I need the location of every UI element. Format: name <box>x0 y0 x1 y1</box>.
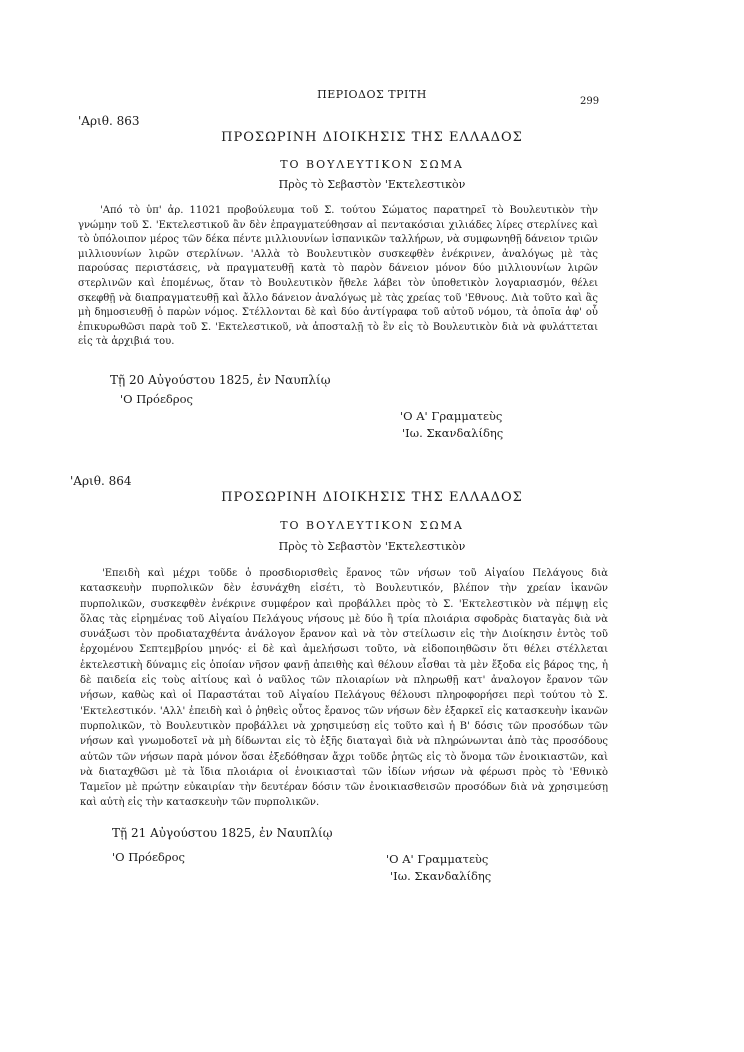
document-body <box>78 204 598 350</box>
page-number: 299 <box>580 96 600 107</box>
document-title: ΠΡΟΣΩΡΙΝΗ ΔΙΟΙΚΗΣΙΣ ΤΗΣ ΕΛΛΑΔΟΣ <box>221 490 523 505</box>
document-title: ΠΡΟΣΩΡΙΝΗ ΔΙΟΙΚΗΣΙΣ ΤΗΣ ΕΛΛΑΔΟΣ <box>221 130 523 145</box>
body-paragraph: 'Από τὸ ὑπ' ἀρ. 11021 προβούλευμα τοῦ Σ. τούτου Σώματος παρατηρεῖ τὸ Βουλευτικὸν τὴν γνώμην τοῦ Σ. 'Εκτελεστικοῦ ἂν δὲν ἐπραγματεύθησαν αἱ πεντακόσιαι χιλιάδες λίρες στερλίνες καὶ τὸ ὑπόλοιπον μέρος τῶν δέκα πέντε μιλλιουνίων ἰσπανικῶν ταλλήρων, νὰ συμφωνηθῇ δάνειον τριῶν μιλλιουνίων λιρῶν στερλίνων. 'Αλλὰ τὸ Βουλευτικὸν συσκεφθὲν ἐνέκρινεν, ἀναλόγως μὲ τὰς παρούσας περιστάσεις, νὰ πραγματευθῇ κατὰ τὸ παρὸν δάνειον μόνον δύο μιλλιουνίων λιρῶν στερλινῶν καὶ ἑπομένως, ὅταν τὸ Βουλευτικὸν ἤθελε λάβει τὸν ὑποθετικὸν λογαριασμόν, θέλει σκεφθῇ νὰ διαπραγματευθῇ καὶ ἄλλο δάνειον ἀναλόγως μὲ τὰς χρείας τοῦ 'Εθνους. Διὰ τοῦτο καὶ ἂς μὴ δημοσιευθῇ ὁ παρὼν νόμος. Στέλλονται δὲ καὶ δύο ἀντίγραφα τοῦ αὐτοῦ νόμου, τὰ ὁποῖα ἀφ' οὗ ἐπικυρωθῶσι παρὰ τοῦ Σ. 'Εκτελεστικοῦ, νὰ ἀποσταλῇ τὸ ἓν εἰς τὸ Βουλευτικὸν διὰ νὰ φυλάττεται εἰς τὰ ἀρχιβιά του. <box>78 205 598 348</box>
document-number: 'Αριθ. 864 <box>70 474 132 488</box>
dateline: Τῇ 20 Αὐγούστου 1825, ἐν Ναυπλίῳ <box>110 373 331 387</box>
president-signature: 'Ο Πρόεδρος <box>120 392 193 406</box>
running-title: ΠΕΡΙΟΔΟΣ ΤΡΙΤΗ <box>317 88 427 101</box>
document-subtitle: ΤΟ ΒΟΥΛΕΥΤΙΚΟΝ ΣΩΜΑ <box>280 519 464 532</box>
document-number: 'Αριθ. 863 <box>78 114 140 128</box>
secretary-title: 'Ο Α' Γραμματεὺς <box>386 852 489 866</box>
president-signature: 'Ο Πρόεδρος <box>112 850 185 864</box>
dateline: Τῇ 21 Αὐγούστου 1825, ἐν Ναυπλίῳ <box>112 826 333 840</box>
body-paragraph: 'Επειδὴ καὶ μέχρι τοῦδε ὁ προσδιορισθεὶς ἔρανος τῶν νήσων τοῦ Αἰγαίου Πελάγους διὰ κατασκευὴν πυρπολικῶν δὲν ἐσυνάχθη εἰσέτι, τὸ Βουλευτικόν, βλέπον τὴν χρείαν ἱκανῶν πυρπολικῶν, συσκεφθὲν ἐνέκρινε συμφέρον καὶ προβάλλει πρὸς τὸ Σ. 'Εκτελεστικὸν νὰ πέμψῃ εἰς ὅλας τὰς εἰρημένας τοῦ Αἰγαίου Πελάγους νήσους μὲ δύο ἢ τρία πλοιάρια σφοδρὰς διαταγὰς διὰ νὰ συνάξωσι τὸν προδιαταχθέντα ἀνάλογον ἔρανον καὶ νὰ τὸν στείλωσιν εἰς τὴν Διοίκησιν ἐντὸς τοῦ ἐρχομένου Σεπτεμβρίου μηνός· εἰ δὲ καὶ ἀμελήσωσι τοῦτο, νὰ εἰδοποιηθῶσιν ὅτι θέλει στέλλεται ἐκτελεστικὴ δύναμις εἰς ὁποίαν νῆσον φανῇ ἀπειθὴς καὶ θέλουν εἶσθαι τὰ μὲν ἔξοδα εἰς βάρος της, ἡ δὲ παιδεία εἰς τοὺς αἰτίους καὶ ὁ ναῦλος τῶν πλοιαρίων νὰ πληρωθῇ κατ' ἀναλογον ἔρανον τῶν νήσων, καθὼς καὶ οἱ Παραστάται τοῦ Αἰγαίου Πελάγους θέλουσι πληροφορήσει περὶ τούτου τὸ Σ. 'Εκτελεστικόν. 'Αλλ' ἐπειδὴ καὶ ὁ ῥηθεὶς οὗτος ἔρανος τῶν νήσων δὲν ἐξαρκεῖ εἰς κατασκευὴν ἱκανῶν πυρπολικῶν, τὸ Βουλευτικὸν προβάλλει νὰ χρησιμεύσῃ εἰς τοῦτο καὶ ἡ Β' δόσις τῶν προσόδων τῶν νήσων καὶ γνωμοδοτεῖ νὰ μὴ δίδωνται εἰς τὸ ἑξῆς διαταγαὶ διὰ νὰ πληρώνωνται ἀπὸ τὰς προσόδους αὐτῶν τῶν νήσων παρὰ μόνον ὅσαι ἐξεδόθησαν ἄχρι τοῦδε ῥητῶς εἰς τὸ ὄνομα τῶν ἐνοικιαστῶν, καὶ νὰ διαταχθῶσι μὲ τὰ ἴδια πλοιάρια οἱ ἐνοικιασταὶ τῶν ἰδίων νήσων νὰ φέρωσι πρὸς τὸ 'Εθνικὸ Ταμεῖον μὲ πρώτην εὐκαιρίαν τὴν δευτέραν δόσιν τῶν ἐνοικιασθεισῶν προσόδων διὰ νὰ χρησιμεύσῃ καὶ αὐτὴ εἰς τὴν κατασκευὴν τῶν πυρπολικῶν. <box>80 568 608 809</box>
document-subtitle: ΤΟ ΒΟΥΛΕΥΤΙΚΟΝ ΣΩΜΑ <box>280 158 464 171</box>
secretary-name: 'Ιω. Σκανδαλίδης <box>402 426 504 440</box>
secretary-title: 'Ο Α' Γραμματεὺς <box>400 409 503 423</box>
document-body <box>80 566 608 811</box>
document-addressee: Πρὸς τὸ Σεβαστὸν 'Εκτελεστικὸν <box>278 178 466 191</box>
document-addressee: Πρὸς τὸ Σεβαστὸν 'Εκτελεστικὸν <box>278 540 466 553</box>
secretary-name: 'Ιω. Σκανδαλίδης <box>390 869 492 883</box>
